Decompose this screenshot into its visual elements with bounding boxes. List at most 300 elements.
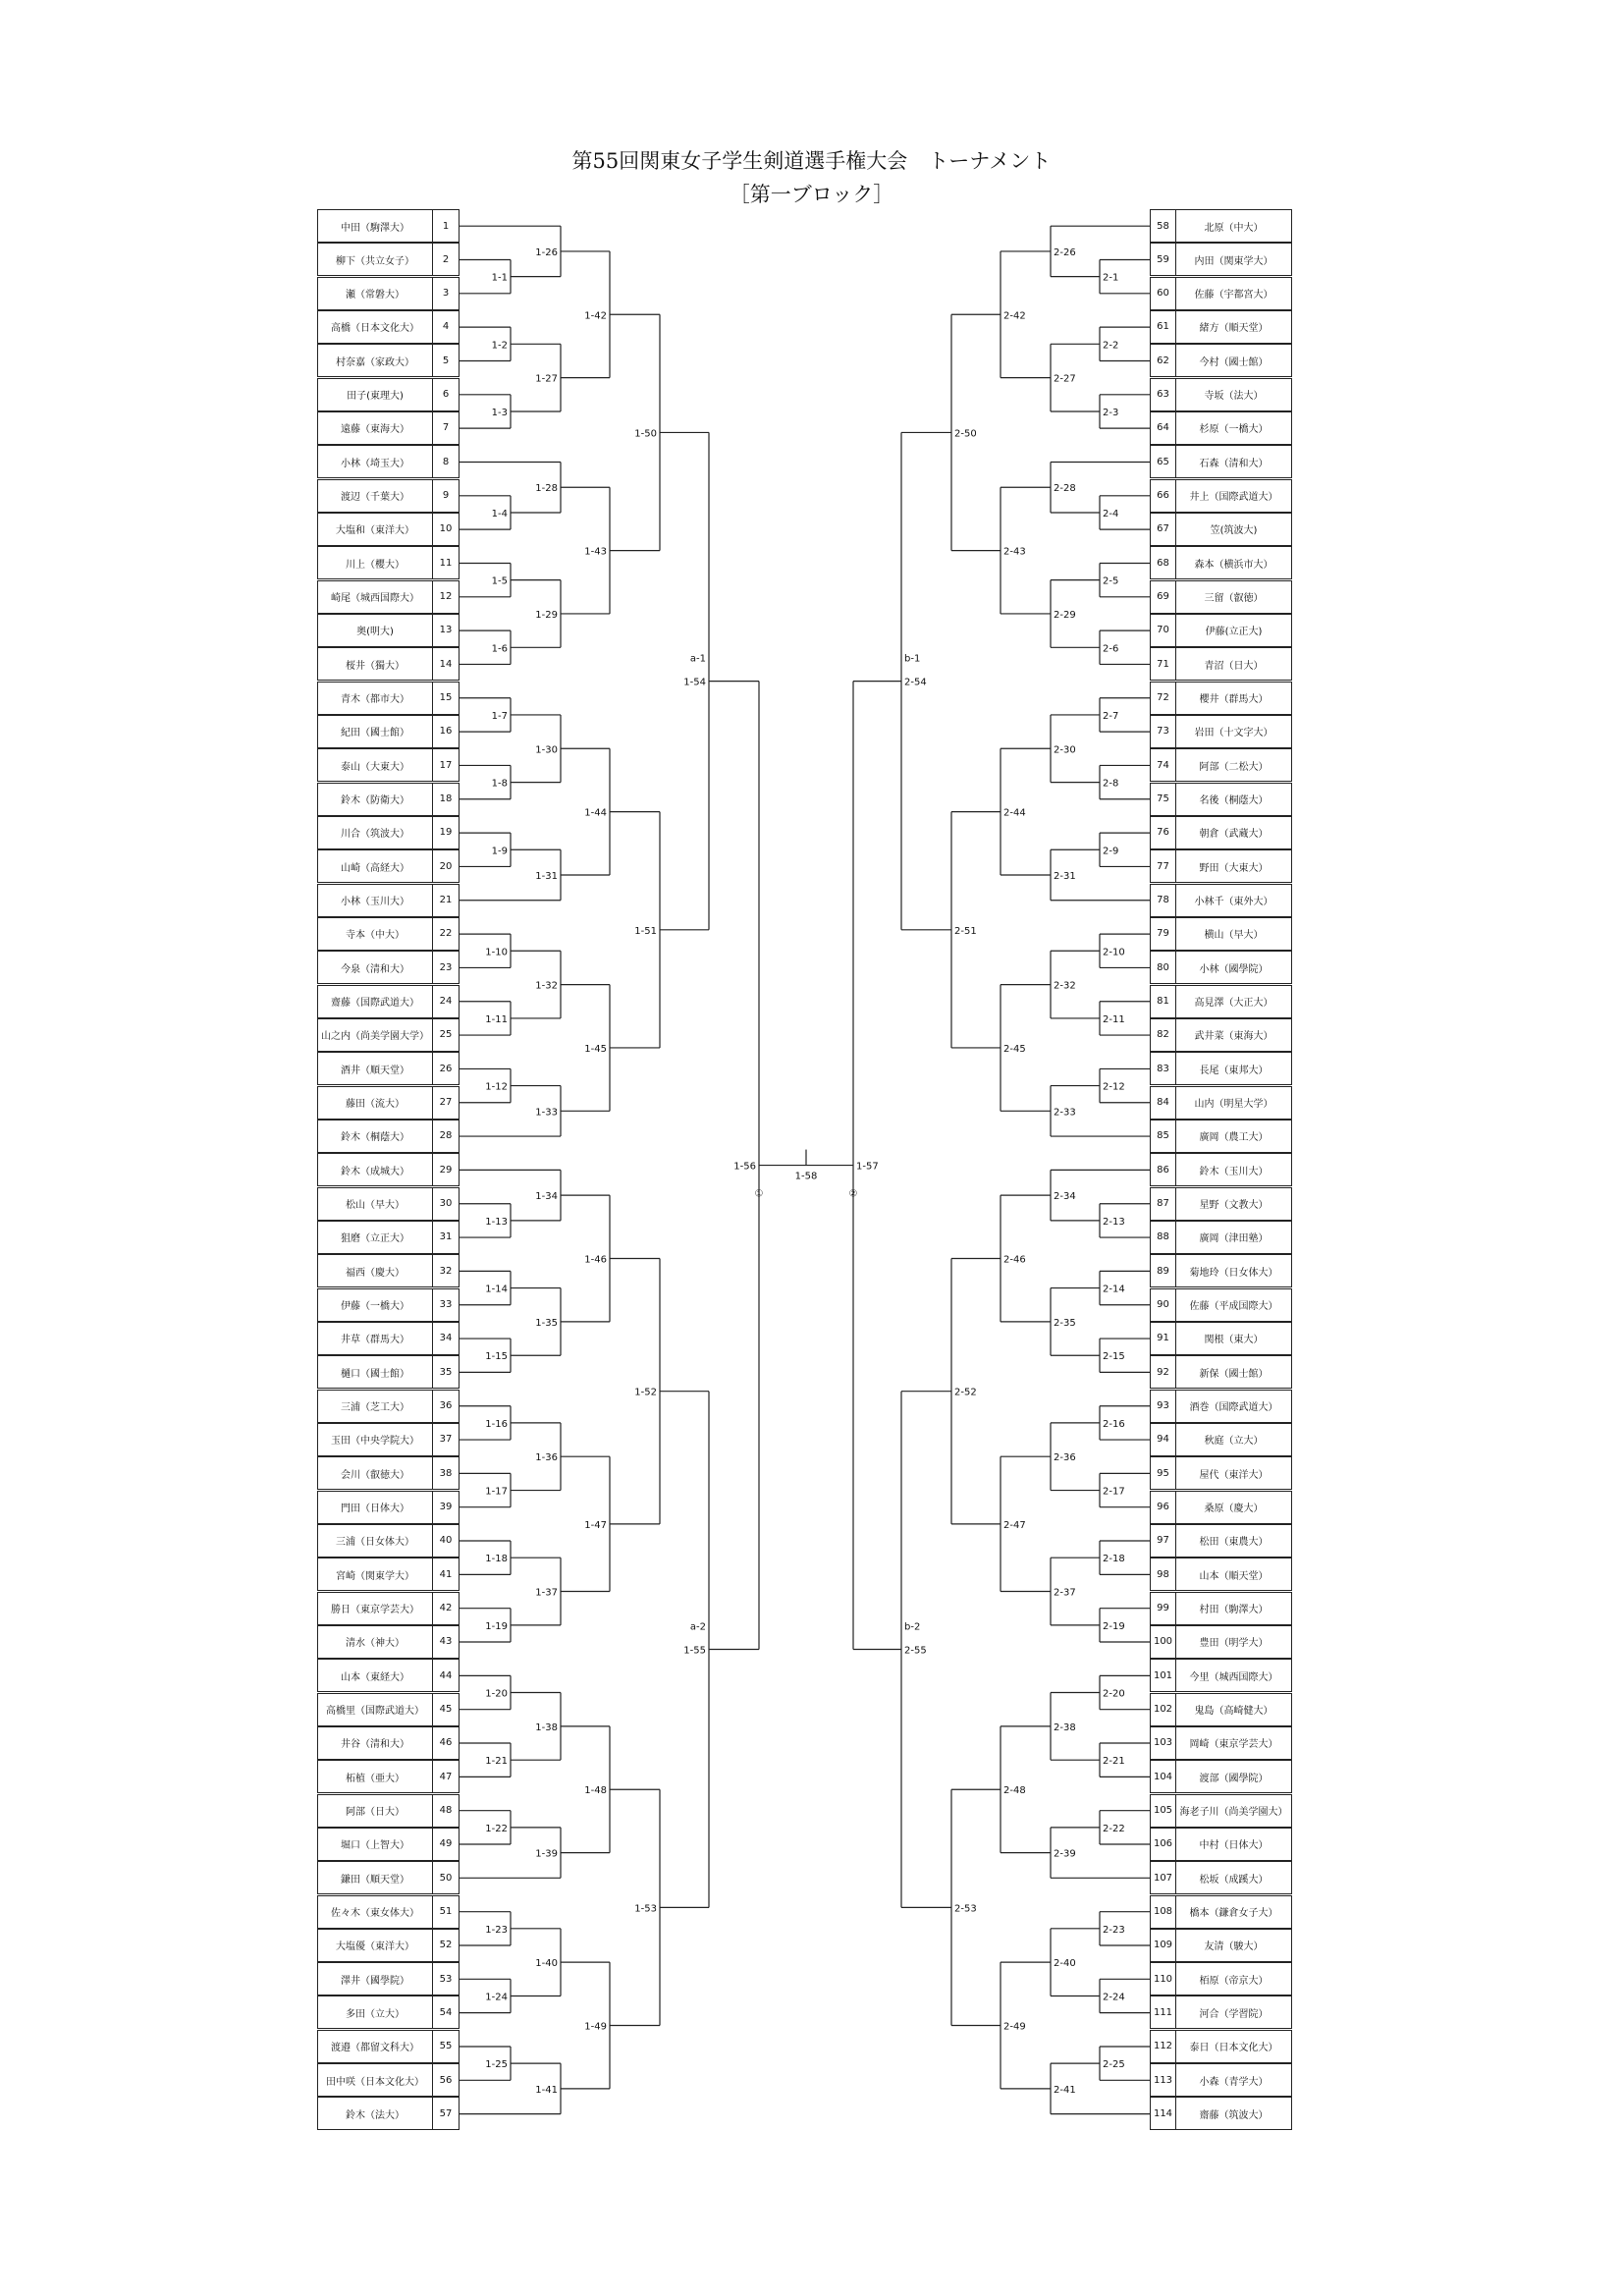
entry-name: 屋代（東洋大）: [1175, 1456, 1292, 1490]
entry-name: 中村（日体大）: [1175, 1828, 1292, 1861]
match-label: 1-10: [485, 947, 508, 958]
match-label: 1-35: [535, 1317, 558, 1329]
entry-number: 4: [432, 310, 460, 344]
match-label: 2-9: [1103, 846, 1119, 857]
match-label: 2-8: [1103, 778, 1119, 790]
entry-number: 27: [432, 1086, 460, 1120]
entry-number: 13: [432, 614, 460, 647]
entry-name: 小林（埼玉大）: [317, 445, 433, 478]
entry-number: 108: [1150, 1895, 1176, 1929]
entry-number: 20: [432, 849, 460, 883]
match-label: 2-24: [1103, 1992, 1125, 2003]
entry-number: 60: [1150, 277, 1176, 310]
entry-name: 三留（叡徳）: [1175, 580, 1292, 614]
entry-name: 岩田（十文字大）: [1175, 715, 1292, 748]
match-label: 1-45: [584, 1043, 607, 1055]
entry-number: 109: [1150, 1929, 1176, 1962]
entry-number: 30: [432, 1187, 460, 1221]
entry-number: 9: [432, 479, 460, 513]
match-tag-label: b-1: [904, 653, 921, 665]
match-label: 2-20: [1103, 1688, 1125, 1700]
match-tag-label: b-2: [904, 1621, 921, 1633]
entry-name: 齋藤（国際武道大）: [317, 985, 433, 1018]
match-label: 2-52: [954, 1387, 977, 1398]
match-label: 1-25: [485, 2059, 508, 2071]
match-tag-label: a-2: [689, 1621, 706, 1633]
entry-name: 佐々木（東女体大）: [317, 1895, 433, 1929]
entry-number: 67: [1150, 513, 1176, 546]
match-label: 2-46: [1003, 1254, 1026, 1266]
match-label: 2-10: [1103, 947, 1125, 958]
match-label: 1-51: [634, 925, 657, 937]
entry-name: 山之内（尚美学園大学）: [317, 1018, 433, 1052]
entry-name: 福西（慶大）: [317, 1254, 433, 1287]
match-label: 1-24: [485, 1992, 508, 2003]
entry-number: 72: [1150, 682, 1176, 715]
entry-number: 25: [432, 1018, 460, 1052]
entry-name: 山内（明星大学）: [1175, 1086, 1292, 1120]
match-label: 2-1: [1103, 272, 1119, 284]
match-label: 1-57: [856, 1161, 879, 1173]
entry-number: 110: [1150, 1962, 1176, 1995]
entry-number: 96: [1150, 1491, 1176, 1524]
entry-number: 61: [1150, 310, 1176, 344]
entry-number: 71: [1150, 647, 1176, 681]
match-label: 1-38: [535, 1722, 558, 1733]
match-label: 1-13: [485, 1216, 508, 1228]
entry-number: 63: [1150, 378, 1176, 411]
match-label: 2-44: [1003, 807, 1026, 819]
entry-number: 107: [1150, 1861, 1176, 1894]
entry-number: 103: [1150, 1726, 1176, 1760]
match-label: 1-22: [485, 1823, 508, 1834]
page-subtitle: ［第一ブロック］: [729, 183, 894, 206]
entry-name: 岡崎（東京学芸大）: [1175, 1726, 1292, 1760]
match-label: 2-13: [1103, 1216, 1125, 1228]
match-label: 1-5: [491, 575, 508, 587]
entry-name: 藤田（流大）: [317, 1086, 433, 1120]
match-label: 2-7: [1103, 710, 1119, 722]
entry-number: 80: [1150, 951, 1176, 984]
entry-name: 紀田（國士館）: [317, 715, 433, 748]
entry-name: 田子(東理大): [317, 378, 433, 411]
entry-name: 井谷（清和大）: [317, 1726, 433, 1760]
entry-number: 104: [1150, 1760, 1176, 1793]
match-label: 2-11: [1103, 1013, 1125, 1025]
entry-number: 12: [432, 580, 460, 614]
entry-number: 44: [432, 1659, 460, 1692]
entry-name: 堀口（上智大）: [317, 1828, 433, 1861]
entry-name: 泰日（日本文化大）: [1175, 2030, 1292, 2063]
entry-number: 42: [432, 1592, 460, 1625]
entry-name: 柳下（共立女子）: [317, 243, 433, 276]
entry-number: 98: [1150, 1558, 1176, 1591]
entry-number: 70: [1150, 614, 1176, 647]
entry-number: 15: [432, 682, 460, 715]
entry-name: 渡部（國學院）: [1175, 1760, 1292, 1793]
entry-name: 松山（早大）: [317, 1187, 433, 1221]
match-label: 2-51: [954, 925, 977, 937]
match-label: 2-49: [1003, 2021, 1026, 2033]
entry-name: 玉田（中央学院大）: [317, 1423, 433, 1456]
entry-name: 森本（横浜市大）: [1175, 546, 1292, 579]
match-label: 2-34: [1054, 1191, 1076, 1203]
entry-name: 狙磨（立正大）: [317, 1221, 433, 1254]
match-label: 2-26: [1054, 246, 1076, 258]
entry-number: 113: [1150, 2063, 1176, 2097]
entry-number: 90: [1150, 1288, 1176, 1322]
entry-name: 泰山（大東大）: [317, 748, 433, 782]
match-label: 2-54: [904, 677, 927, 688]
match-label: 1-33: [535, 1107, 558, 1119]
entry-name: 廣岡（農工大）: [1175, 1120, 1292, 1153]
match-label: 1-37: [535, 1587, 558, 1599]
entry-number: 54: [432, 1995, 460, 2029]
entry-number: 86: [1150, 1153, 1176, 1186]
entry-name: 高見澤（大正大）: [1175, 985, 1292, 1018]
match-label: 1-27: [535, 373, 558, 385]
match-label: 1-39: [535, 1848, 558, 1860]
entry-name: 田中咲（日本文化大）: [317, 2063, 433, 2097]
entry-name: 川上（櫻大）: [317, 546, 433, 579]
match-label: 2-35: [1054, 1317, 1076, 1329]
entry-number: 28: [432, 1120, 460, 1153]
entry-number: 87: [1150, 1187, 1176, 1221]
match-label: 1-11: [485, 1013, 508, 1025]
entry-name: 門田（日体大）: [317, 1491, 433, 1524]
entry-number: 101: [1150, 1659, 1176, 1692]
entry-number: 5: [432, 344, 460, 377]
entry-number: 99: [1150, 1592, 1176, 1625]
entry-name: 櫻井（群馬大）: [1175, 682, 1292, 715]
entry-number: 34: [432, 1322, 460, 1355]
entry-name: 勝日（東京学芸大）: [317, 1592, 433, 1625]
entry-name: 柘植（亜大）: [317, 1760, 433, 1793]
match-label: 2-2: [1103, 340, 1119, 352]
entry-number: 22: [432, 917, 460, 951]
entry-name: 多田（立大）: [317, 1995, 433, 2029]
match-label: 2-29: [1054, 609, 1076, 621]
entry-number: 51: [432, 1895, 460, 1929]
entry-number: 69: [1150, 580, 1176, 614]
entry-number: 85: [1150, 1120, 1176, 1153]
entry-number: 36: [432, 1390, 460, 1423]
entry-number: 39: [432, 1491, 460, 1524]
entry-number: 74: [1150, 748, 1176, 782]
entry-name: 海老子川（尚美学園大）: [1175, 1794, 1292, 1828]
entry-number: 38: [432, 1456, 460, 1490]
entry-name: 友清（駿大）: [1175, 1929, 1292, 1962]
entry-name: 鈴木（防衛大）: [317, 783, 433, 816]
entry-number: 48: [432, 1794, 460, 1828]
entry-name: 寺坂（法大）: [1175, 378, 1292, 411]
entry-number: 2: [432, 243, 460, 276]
match-label: 1-1: [491, 272, 508, 284]
entry-name: 井草（群馬大）: [317, 1322, 433, 1355]
entry-name: 今泉（清和大）: [317, 951, 433, 984]
entry-name: 小林（國學院）: [1175, 951, 1292, 984]
entry-number: 75: [1150, 783, 1176, 816]
entry-name: 高橋（日本文化大）: [317, 310, 433, 344]
entry-number: 93: [1150, 1390, 1176, 1423]
entry-number: 43: [432, 1625, 460, 1659]
entry-name: 阿部（日大）: [317, 1794, 433, 1828]
match-label: 1-16: [485, 1418, 508, 1430]
match-label: 1-21: [485, 1756, 508, 1768]
entry-name: 佐藤（平成国際大）: [1175, 1288, 1292, 1322]
match-label: 2-45: [1003, 1043, 1026, 1055]
entry-name: 澤井（國學院）: [317, 1962, 433, 1995]
match-label: 2-37: [1054, 1587, 1076, 1599]
entry-name: 崎尾（城西国際大）: [317, 580, 433, 614]
entry-name: 豊田（明学大）: [1175, 1625, 1292, 1659]
entry-number: 46: [432, 1726, 460, 1760]
match-label: 2-55: [904, 1645, 927, 1657]
entry-name: 鈴木（成城大）: [317, 1153, 433, 1186]
entry-number: 111: [1150, 1995, 1176, 2029]
entry-name: 新保（國士館）: [1175, 1355, 1292, 1389]
entry-number: 102: [1150, 1693, 1176, 1726]
entry-number: 24: [432, 985, 460, 1018]
entry-name: 鎌田（順天堂）: [317, 1861, 433, 1894]
entry-name: 関根（東大）: [1175, 1322, 1292, 1355]
match-label: 1-4: [491, 508, 508, 519]
entry-name: 山本（順天堂）: [1175, 1558, 1292, 1591]
match-label: 2-47: [1003, 1519, 1026, 1531]
entry-number: 33: [432, 1288, 460, 1322]
entry-number: 10: [432, 513, 460, 546]
entry-number: 7: [432, 411, 460, 445]
entry-name: 今村（國士館）: [1175, 344, 1292, 377]
entry-number: 97: [1150, 1524, 1176, 1558]
entry-name: 阿部（二松大）: [1175, 748, 1292, 782]
entry-number: 18: [432, 783, 460, 816]
match-label: 2-5: [1103, 575, 1119, 587]
entry-name: 松田（東農大）: [1175, 1524, 1292, 1558]
match-label: 1-30: [535, 744, 558, 756]
match-label: 1-7: [491, 710, 508, 722]
match-label: 2-48: [1003, 1785, 1026, 1797]
match-label: 1-48: [584, 1785, 607, 1797]
entry-name: 渡邉（都留文科大）: [317, 2030, 433, 2063]
match-label: 2-43: [1003, 546, 1026, 558]
entry-name: 名後（桐蔭大）: [1175, 783, 1292, 816]
entry-name: 奥(明大): [317, 614, 433, 647]
entry-name: 石森（清和大）: [1175, 445, 1292, 478]
match-label: 1-6: [491, 643, 508, 655]
entry-name: 野田（大東大）: [1175, 849, 1292, 883]
entry-number: 45: [432, 1693, 460, 1726]
entry-number: 81: [1150, 985, 1176, 1018]
match-label: 2-16: [1103, 1418, 1125, 1430]
entry-name: 村田（駒澤大）: [1175, 1592, 1292, 1625]
entry-number: 88: [1150, 1221, 1176, 1254]
match-label: 1-29: [535, 609, 558, 621]
entry-name: 桑原（慶大）: [1175, 1491, 1292, 1524]
match-label: 2-28: [1054, 483, 1076, 495]
match-label: 2-15: [1103, 1351, 1125, 1363]
match-label: 1-40: [535, 1958, 558, 1970]
match-label: 1-41: [535, 2084, 558, 2096]
match-label: 1-46: [584, 1254, 607, 1266]
entry-number: 1: [432, 209, 460, 243]
match-label: 1-31: [535, 871, 558, 883]
match-label: 2-32: [1054, 980, 1076, 992]
match-label: 1-36: [535, 1452, 558, 1464]
entry-name: 松坂（成蹊大）: [1175, 1861, 1292, 1894]
match-label: 2-4: [1103, 508, 1119, 519]
entry-name: 中田（駒澤大）: [317, 209, 433, 243]
match-label: 1-3: [491, 407, 508, 418]
entry-number: 29: [432, 1153, 460, 1186]
match-label: 1-8: [491, 778, 508, 790]
entry-name: 内田（関東学大）: [1175, 243, 1292, 276]
entry-number: 57: [432, 2097, 460, 2130]
entry-number: 112: [1150, 2030, 1176, 2063]
entry-number: 65: [1150, 445, 1176, 478]
entry-number: 21: [432, 884, 460, 917]
entry-number: 11: [432, 546, 460, 579]
match-label: 2-6: [1103, 643, 1119, 655]
match-label: 1-43: [584, 546, 607, 558]
match-label: 2-3: [1103, 407, 1119, 418]
entry-name: 渡辺（千葉大）: [317, 479, 433, 513]
match-label: 1-14: [485, 1284, 508, 1295]
match-label: 1-50: [634, 428, 657, 440]
entry-number: 91: [1150, 1322, 1176, 1355]
match-label: 2-42: [1003, 310, 1026, 322]
match-label: 1-17: [485, 1486, 508, 1498]
match-label: 2-33: [1054, 1107, 1076, 1119]
entry-name: 秋庭（立大）: [1175, 1423, 1292, 1456]
entry-name: 武井菜（東海大）: [1175, 1018, 1292, 1052]
entry-number: 3: [432, 277, 460, 310]
entry-name: 今里（城西国際大）: [1175, 1659, 1292, 1692]
entry-name: 杉原（一橋大）: [1175, 411, 1292, 445]
entry-name: 笠(筑波大): [1175, 513, 1292, 546]
entry-number: 76: [1150, 816, 1176, 849]
match-label: 1-12: [485, 1081, 508, 1093]
match-label: 1-26: [535, 246, 558, 258]
entry-name: 北原（中大）: [1175, 209, 1292, 243]
match-label: 1-52: [634, 1387, 657, 1398]
entry-name: 高橋里（国際武道大）: [317, 1693, 433, 1726]
match-circle-label: ②: [848, 1188, 858, 1200]
entry-number: 94: [1150, 1423, 1176, 1456]
entry-number: 26: [432, 1052, 460, 1085]
entry-name: 小林千（東外大）: [1175, 884, 1292, 917]
entry-number: 8: [432, 445, 460, 478]
match-label: 2-38: [1054, 1722, 1076, 1733]
match-label: 2-53: [954, 1903, 977, 1915]
entry-name: 星野（文教大）: [1175, 1187, 1292, 1221]
entry-name: 河合（学習院）: [1175, 1995, 1292, 2029]
entry-number: 47: [432, 1760, 460, 1793]
entry-number: 37: [432, 1423, 460, 1456]
entry-number: 31: [432, 1221, 460, 1254]
entry-name: 菊地玲（日女体大）: [1175, 1254, 1292, 1287]
match-label: 1-19: [485, 1620, 508, 1632]
entry-number: 95: [1150, 1456, 1176, 1490]
entry-name: 井上（国際武道大）: [1175, 479, 1292, 513]
match-label: 1-44: [584, 807, 607, 819]
entry-number: 73: [1150, 715, 1176, 748]
entry-name: 村奈嘉（家政大）: [317, 344, 433, 377]
entry-number: 77: [1150, 849, 1176, 883]
match-circle-label: ①: [754, 1188, 764, 1200]
entry-number: 89: [1150, 1254, 1176, 1287]
entry-number: 35: [432, 1355, 460, 1389]
entry-name: 橋本（鎌倉女子大）: [1175, 1895, 1292, 1929]
entry-number: 49: [432, 1828, 460, 1861]
entry-number: 83: [1150, 1052, 1176, 1085]
match-label: 1-15: [485, 1351, 508, 1363]
match-label: 2-22: [1103, 1823, 1125, 1834]
match-label: 1-47: [584, 1519, 607, 1531]
match-label: 1-2: [491, 340, 508, 352]
entry-name: 酒井（順天堂）: [317, 1052, 433, 1085]
entry-name: 三浦（日女体大）: [317, 1524, 433, 1558]
entry-number: 58: [1150, 209, 1176, 243]
entry-number: 84: [1150, 1086, 1176, 1120]
entry-number: 53: [432, 1962, 460, 1995]
entry-number: 50: [432, 1861, 460, 1894]
entry-number: 17: [432, 748, 460, 782]
match-label: 2-39: [1054, 1848, 1076, 1860]
entry-number: 14: [432, 647, 460, 681]
entry-name: 青木（都市大）: [317, 682, 433, 715]
entry-name: 廣岡（津田塾）: [1175, 1221, 1292, 1254]
entry-name: 佐藤（宇都宮大）: [1175, 277, 1292, 310]
match-label: 2-27: [1054, 373, 1076, 385]
entry-number: 41: [432, 1558, 460, 1591]
entry-name: 伊藤(立正大): [1175, 614, 1292, 647]
final-match-label: 1-58: [794, 1171, 818, 1182]
match-label: 1-55: [683, 1645, 706, 1657]
match-label: 1-18: [485, 1554, 508, 1565]
entry-number: 66: [1150, 479, 1176, 513]
match-label: 2-17: [1103, 1486, 1125, 1498]
entry-name: 宮崎（関東学大）: [317, 1558, 433, 1591]
match-label: 2-36: [1054, 1452, 1076, 1464]
match-label: 1-53: [634, 1903, 657, 1915]
match-label: 2-23: [1103, 1924, 1125, 1936]
entry-name: 会川（叡徳大）: [317, 1456, 433, 1490]
match-label: 2-40: [1054, 1958, 1076, 1970]
match-label: 1-28: [535, 483, 558, 495]
entry-number: 62: [1150, 344, 1176, 377]
entry-number: 59: [1150, 243, 1176, 276]
entry-number: 32: [432, 1254, 460, 1287]
match-label: 1-49: [584, 2021, 607, 2033]
entry-number: 105: [1150, 1794, 1176, 1828]
entry-number: 100: [1150, 1625, 1176, 1659]
match-label: 2-18: [1103, 1554, 1125, 1565]
entry-name: 小林（玉川大）: [317, 884, 433, 917]
entry-name: 長尾（東邦大）: [1175, 1052, 1292, 1085]
entry-name: 横山（早大）: [1175, 917, 1292, 951]
entry-name: 酒巻（国際武道大）: [1175, 1390, 1292, 1423]
entry-name: 三浦（芝工大）: [317, 1390, 433, 1423]
match-label: 2-50: [954, 428, 977, 440]
entry-number: 56: [432, 2063, 460, 2097]
entry-number: 6: [432, 378, 460, 411]
entry-name: 山本（東経大）: [317, 1659, 433, 1692]
entry-name: 緒方（順天堂）: [1175, 310, 1292, 344]
entry-name: 鈴木（玉川大）: [1175, 1153, 1292, 1186]
entry-name: 鈴木（桐蔭大）: [317, 1120, 433, 1153]
match-label: 2-31: [1054, 871, 1076, 883]
